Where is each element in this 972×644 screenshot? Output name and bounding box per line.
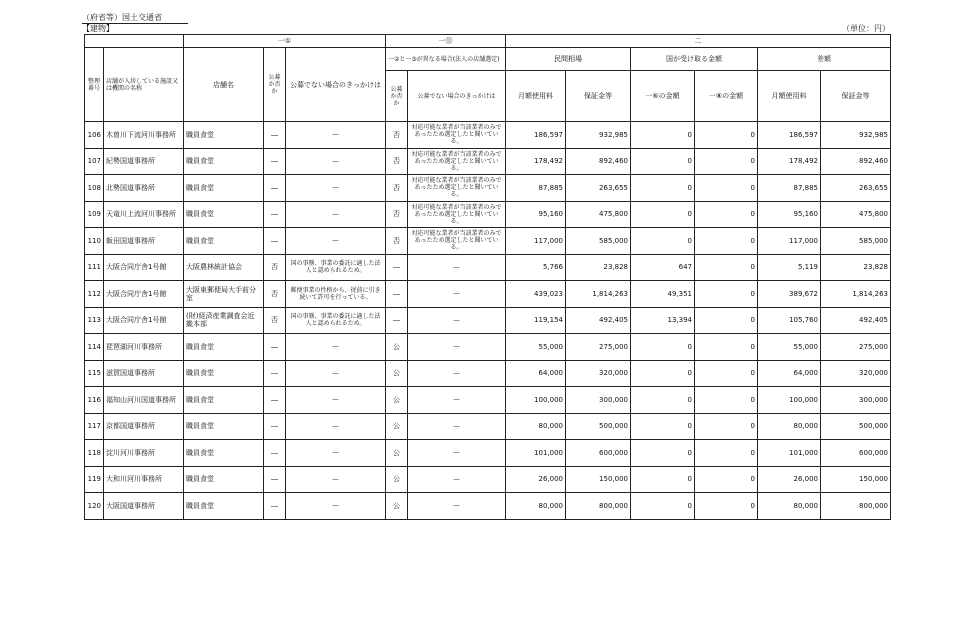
row-reason-2: 対応可能な業者が当該業者のみであったため選定したと聞いている。 bbox=[408, 148, 506, 175]
row-no: 115 bbox=[85, 360, 104, 387]
row-public-offering-2: 否 bbox=[386, 228, 408, 255]
row-monthly-fee: 100,000 bbox=[506, 387, 566, 414]
row-diff-monthly: 80,000 bbox=[758, 493, 821, 520]
row-deposit: 150,000 bbox=[566, 466, 631, 493]
row-public-offering: ― bbox=[264, 175, 286, 202]
table-row bbox=[85, 440, 891, 467]
row-reason: ― bbox=[286, 334, 386, 361]
header-no: 整理番号 bbox=[85, 48, 104, 122]
row-institution: 滋賀国道事務所 bbox=[104, 360, 184, 387]
header-group-11: 一⑪ bbox=[386, 35, 506, 48]
header-group-2: 二 bbox=[506, 35, 891, 48]
row-institution: 淀川河川事務所 bbox=[104, 440, 184, 467]
row-public-offering-2: ― bbox=[386, 254, 408, 281]
row-public-offering: 否 bbox=[264, 281, 286, 308]
row-reason: ― bbox=[286, 413, 386, 440]
row-amount-6: 13,394 bbox=[631, 307, 695, 334]
table-row bbox=[85, 466, 891, 493]
row-reason-2: ― bbox=[408, 493, 506, 520]
table-row bbox=[85, 360, 891, 387]
row-diff-monthly: 26,000 bbox=[758, 466, 821, 493]
row-reason-2: ― bbox=[408, 440, 506, 467]
row-no: 114 bbox=[85, 334, 104, 361]
row-monthly-fee: 64,000 bbox=[506, 360, 566, 387]
row-public-offering-2: 公 bbox=[386, 466, 408, 493]
row-public-offering-2: 公 bbox=[386, 493, 408, 520]
row-amount-6: 49,351 bbox=[631, 281, 695, 308]
row-monthly-fee: 80,000 bbox=[506, 493, 566, 520]
row-no: 116 bbox=[85, 387, 104, 414]
row-institution: 琵琶湖河川事務所 bbox=[104, 334, 184, 361]
row-public-offering: 否 bbox=[264, 307, 286, 334]
row-store: 職員食堂 bbox=[184, 122, 264, 149]
row-public-offering-2: 公 bbox=[386, 334, 408, 361]
row-reason: 郵便事業の性格から、従前に引き続いて許可を行っている。 bbox=[286, 281, 386, 308]
row-deposit: 23,828 bbox=[566, 254, 631, 281]
row-amount-8: 0 bbox=[695, 360, 758, 387]
header-institution: 店舗が入居している施設又は機関の名称 bbox=[104, 48, 184, 122]
row-amount-8: 0 bbox=[695, 493, 758, 520]
row-amount-8: 0 bbox=[695, 148, 758, 175]
row-reason: ― bbox=[286, 440, 386, 467]
row-store: 職員食堂 bbox=[184, 334, 264, 361]
header-private-rent: 民間相場 bbox=[506, 48, 631, 71]
row-reason-2: ― bbox=[408, 254, 506, 281]
row-deposit: 892,460 bbox=[566, 148, 631, 175]
row-public-offering-2: 否 bbox=[386, 175, 408, 202]
table-row bbox=[85, 201, 891, 228]
row-diff-monthly: 117,000 bbox=[758, 228, 821, 255]
row-amount-8: 0 bbox=[695, 440, 758, 467]
row-reason: ― bbox=[286, 466, 386, 493]
table-row bbox=[85, 493, 891, 520]
row-monthly-fee: 439,023 bbox=[506, 281, 566, 308]
row-deposit: 1,814,263 bbox=[566, 281, 631, 308]
row-store: 職員食堂 bbox=[184, 148, 264, 175]
row-no: 108 bbox=[85, 175, 104, 202]
row-deposit: 475,800 bbox=[566, 201, 631, 228]
row-reason: 国の事務、事業の委託に適した法人と認められるため。 bbox=[286, 307, 386, 334]
row-deposit: 263,655 bbox=[566, 175, 631, 202]
row-public-offering: ― bbox=[264, 201, 286, 228]
row-no: 119 bbox=[85, 466, 104, 493]
row-deposit: 320,000 bbox=[566, 360, 631, 387]
row-store: 大阪東郵便局大手前分室 bbox=[184, 281, 264, 308]
header-deposit: 保証金等 bbox=[566, 71, 631, 122]
row-deposit: 492,405 bbox=[566, 307, 631, 334]
row-amount-8: 0 bbox=[695, 228, 758, 255]
stores-table bbox=[84, 34, 891, 520]
row-amount-8: 0 bbox=[695, 387, 758, 414]
row-monthly-fee: 178,492 bbox=[506, 148, 566, 175]
row-reason-2: ― bbox=[408, 387, 506, 414]
row-diff-monthly: 95,160 bbox=[758, 201, 821, 228]
row-reason-2: ― bbox=[408, 360, 506, 387]
row-diff-monthly: 80,000 bbox=[758, 413, 821, 440]
header-blank bbox=[85, 35, 184, 48]
table-row bbox=[85, 175, 891, 202]
header-reason: 公募でない場合のきっかけは bbox=[286, 48, 386, 122]
row-reason: ― bbox=[286, 201, 386, 228]
header-sub-11: 一②と一③が異なる場合(法人の店舗選定) bbox=[386, 48, 506, 71]
header-amount-8: 一⑧の金額 bbox=[695, 71, 758, 122]
row-diff-deposit: 492,405 bbox=[821, 307, 891, 334]
row-diff-monthly: 55,000 bbox=[758, 334, 821, 361]
row-amount-8: 0 bbox=[695, 175, 758, 202]
row-public-offering-2: 公 bbox=[386, 440, 408, 467]
row-amount-8: 0 bbox=[695, 201, 758, 228]
row-diff-monthly: 186,597 bbox=[758, 122, 821, 149]
table-row bbox=[85, 387, 891, 414]
row-reason-2: 対応可能な業者が当該業者のみであったため選定したと聞いている。 bbox=[408, 228, 506, 255]
table-row bbox=[85, 228, 891, 255]
row-diff-deposit: 263,655 bbox=[821, 175, 891, 202]
row-diff-deposit: 932,985 bbox=[821, 122, 891, 149]
row-institution: 大阪合同庁舎1号館 bbox=[104, 307, 184, 334]
row-no: 118 bbox=[85, 440, 104, 467]
row-no: 109 bbox=[85, 201, 104, 228]
row-diff-deposit: 275,000 bbox=[821, 334, 891, 361]
ministry-label: （府省等）国土交通省 bbox=[82, 13, 188, 24]
row-diff-deposit: 475,800 bbox=[821, 201, 891, 228]
row-no: 107 bbox=[85, 148, 104, 175]
row-deposit: 300,000 bbox=[566, 387, 631, 414]
row-monthly-fee: 95,160 bbox=[506, 201, 566, 228]
row-diff-monthly: 105,760 bbox=[758, 307, 821, 334]
row-no: 111 bbox=[85, 254, 104, 281]
row-store: 職員食堂 bbox=[184, 228, 264, 255]
row-amount-8: 0 bbox=[695, 307, 758, 334]
row-diff-deposit: 600,000 bbox=[821, 440, 891, 467]
row-diff-monthly: 64,000 bbox=[758, 360, 821, 387]
row-store: 職員食堂 bbox=[184, 440, 264, 467]
row-no: 113 bbox=[85, 307, 104, 334]
row-institution: 京都国道事務所 bbox=[104, 413, 184, 440]
row-no: 120 bbox=[85, 493, 104, 520]
row-monthly-fee: 186,597 bbox=[506, 122, 566, 149]
row-no: 112 bbox=[85, 281, 104, 308]
row-public-offering-2: 公 bbox=[386, 387, 408, 414]
table-row bbox=[85, 281, 891, 308]
row-reason: ― bbox=[286, 148, 386, 175]
row-amount-6: 0 bbox=[631, 228, 695, 255]
row-store: 職員食堂 bbox=[184, 201, 264, 228]
row-monthly-fee: 80,000 bbox=[506, 413, 566, 440]
row-public-offering-2: ― bbox=[386, 281, 408, 308]
unit-label: （単位：円） bbox=[842, 24, 890, 33]
row-reason-2: 対応可能な業者が当該業者のみであったため選定したと聞いている。 bbox=[408, 201, 506, 228]
row-amount-8: 0 bbox=[695, 466, 758, 493]
header-received: 国が受け取る金額 bbox=[631, 48, 758, 71]
row-store: 職員食堂 bbox=[184, 175, 264, 202]
header-reason-2: 公募でない場合のきっかけは bbox=[408, 71, 506, 122]
row-institution: 北勢国道事務所 bbox=[104, 175, 184, 202]
row-no: 106 bbox=[85, 122, 104, 149]
row-institution: 福知山河川国道事務所 bbox=[104, 387, 184, 414]
row-public-offering: ― bbox=[264, 148, 286, 175]
row-no: 110 bbox=[85, 228, 104, 255]
row-diff-monthly: 100,000 bbox=[758, 387, 821, 414]
row-institution: 木曽川下流河川事務所 bbox=[104, 122, 184, 149]
row-institution: 大阪国道事務所 bbox=[104, 493, 184, 520]
row-public-offering-2: 否 bbox=[386, 201, 408, 228]
row-amount-8: 0 bbox=[695, 122, 758, 149]
row-institution: 大阪合同庁舎1号館 bbox=[104, 281, 184, 308]
row-deposit: 800,000 bbox=[566, 493, 631, 520]
row-reason-2: ― bbox=[408, 334, 506, 361]
table-row bbox=[85, 148, 891, 175]
header-difference: 差額 bbox=[758, 48, 891, 71]
row-deposit: 932,985 bbox=[566, 122, 631, 149]
header-public-offering-2: 公募か否か bbox=[386, 71, 408, 122]
row-reason-2: 対応可能な業者が当該業者のみであったため選定したと聞いている。 bbox=[408, 175, 506, 202]
row-diff-deposit: 585,000 bbox=[821, 228, 891, 255]
row-store: 職員食堂 bbox=[184, 466, 264, 493]
row-monthly-fee: 87,885 bbox=[506, 175, 566, 202]
row-reason-2: 対応可能な業者が当該業者のみであったため選定したと聞いている。 bbox=[408, 122, 506, 149]
row-public-offering-2: ― bbox=[386, 307, 408, 334]
row-no: 117 bbox=[85, 413, 104, 440]
row-reason: ― bbox=[286, 493, 386, 520]
row-monthly-fee: 119,154 bbox=[506, 307, 566, 334]
row-reason: ― bbox=[286, 387, 386, 414]
row-amount-6: 0 bbox=[631, 334, 695, 361]
table-row bbox=[85, 122, 891, 149]
row-amount-6: 0 bbox=[631, 466, 695, 493]
table-row bbox=[85, 334, 891, 361]
header-amount-6: 一⑥の金額 bbox=[631, 71, 695, 122]
header-public-offering: 公募か否か bbox=[264, 48, 286, 122]
row-monthly-fee: 101,000 bbox=[506, 440, 566, 467]
category-label: 【建物】 bbox=[82, 24, 114, 33]
row-monthly-fee: 117,000 bbox=[506, 228, 566, 255]
row-amount-6: 0 bbox=[631, 201, 695, 228]
table-row bbox=[85, 307, 891, 334]
row-public-offering: ― bbox=[264, 440, 286, 467]
row-diff-deposit: 150,000 bbox=[821, 466, 891, 493]
row-store: 職員食堂 bbox=[184, 413, 264, 440]
row-store: 職員食堂 bbox=[184, 493, 264, 520]
row-monthly-fee: 26,000 bbox=[506, 466, 566, 493]
row-diff-deposit: 892,460 bbox=[821, 148, 891, 175]
row-diff-monthly: 178,492 bbox=[758, 148, 821, 175]
row-monthly-fee: 55,000 bbox=[506, 334, 566, 361]
row-reason: ― bbox=[286, 122, 386, 149]
header-store: 店舗名 bbox=[184, 48, 264, 122]
row-reason: 国の事務、事業の委託に適した法人と認められるため。 bbox=[286, 254, 386, 281]
row-amount-6: 0 bbox=[631, 440, 695, 467]
row-store: 大阪農林統計協会 bbox=[184, 254, 264, 281]
row-public-offering: ― bbox=[264, 360, 286, 387]
row-public-offering: ― bbox=[264, 228, 286, 255]
row-reason-2: ― bbox=[408, 307, 506, 334]
row-reason-2: ― bbox=[408, 281, 506, 308]
row-deposit: 275,000 bbox=[566, 334, 631, 361]
row-reason: ― bbox=[286, 228, 386, 255]
row-store: 職員食堂 bbox=[184, 360, 264, 387]
row-amount-8: 0 bbox=[695, 254, 758, 281]
row-public-offering-2: 公 bbox=[386, 360, 408, 387]
row-diff-deposit: 320,000 bbox=[821, 360, 891, 387]
row-amount-6: 0 bbox=[631, 493, 695, 520]
row-diff-deposit: 23,828 bbox=[821, 254, 891, 281]
row-deposit: 500,000 bbox=[566, 413, 631, 440]
table-row bbox=[85, 254, 891, 281]
row-store: (財)経済産業調査会近畿本部 bbox=[184, 307, 264, 334]
row-amount-6: 0 bbox=[631, 387, 695, 414]
row-amount-6: 647 bbox=[631, 254, 695, 281]
row-public-offering: ― bbox=[264, 122, 286, 149]
row-institution: 大和川河川事務所 bbox=[104, 466, 184, 493]
row-amount-6: 0 bbox=[631, 360, 695, 387]
row-store: 職員食堂 bbox=[184, 387, 264, 414]
row-reason-2: ― bbox=[408, 466, 506, 493]
row-institution: 大阪合同庁舎1号館 bbox=[104, 254, 184, 281]
header-monthly-fee: 月額使用料 bbox=[506, 71, 566, 122]
row-public-offering: 否 bbox=[264, 254, 286, 281]
row-diff-monthly: 5,119 bbox=[758, 254, 821, 281]
row-diff-deposit: 800,000 bbox=[821, 493, 891, 520]
row-public-offering-2: 否 bbox=[386, 148, 408, 175]
row-institution: 天竜川上流河川事務所 bbox=[104, 201, 184, 228]
row-public-offering: ― bbox=[264, 413, 286, 440]
table-row bbox=[85, 413, 891, 440]
row-amount-6: 0 bbox=[631, 175, 695, 202]
row-institution: 飯田国道事務所 bbox=[104, 228, 184, 255]
row-deposit: 600,000 bbox=[566, 440, 631, 467]
row-diff-monthly: 87,885 bbox=[758, 175, 821, 202]
row-amount-8: 0 bbox=[695, 413, 758, 440]
row-public-offering: ― bbox=[264, 387, 286, 414]
row-diff-monthly: 101,000 bbox=[758, 440, 821, 467]
row-institution: 紀勢国道事務所 bbox=[104, 148, 184, 175]
row-amount-8: 0 bbox=[695, 334, 758, 361]
header-diff-deposit: 保証金等 bbox=[821, 71, 891, 122]
row-public-offering: ― bbox=[264, 493, 286, 520]
row-amount-8: 0 bbox=[695, 281, 758, 308]
row-amount-6: 0 bbox=[631, 122, 695, 149]
row-public-offering: ― bbox=[264, 466, 286, 493]
row-amount-6: 0 bbox=[631, 413, 695, 440]
row-reason: ― bbox=[286, 175, 386, 202]
row-diff-deposit: 300,000 bbox=[821, 387, 891, 414]
row-reason: ― bbox=[286, 360, 386, 387]
row-public-offering: ― bbox=[264, 334, 286, 361]
row-diff-deposit: 1,814,263 bbox=[821, 281, 891, 308]
row-public-offering-2: 公 bbox=[386, 413, 408, 440]
header-diff-monthly: 月額使用料 bbox=[758, 71, 821, 122]
row-diff-deposit: 500,000 bbox=[821, 413, 891, 440]
row-public-offering-2: 否 bbox=[386, 122, 408, 149]
header-group-1: 一① bbox=[184, 35, 386, 48]
row-amount-6: 0 bbox=[631, 148, 695, 175]
row-reason-2: ― bbox=[408, 413, 506, 440]
row-deposit: 585,000 bbox=[566, 228, 631, 255]
row-monthly-fee: 5,766 bbox=[506, 254, 566, 281]
row-diff-monthly: 389,672 bbox=[758, 281, 821, 308]
